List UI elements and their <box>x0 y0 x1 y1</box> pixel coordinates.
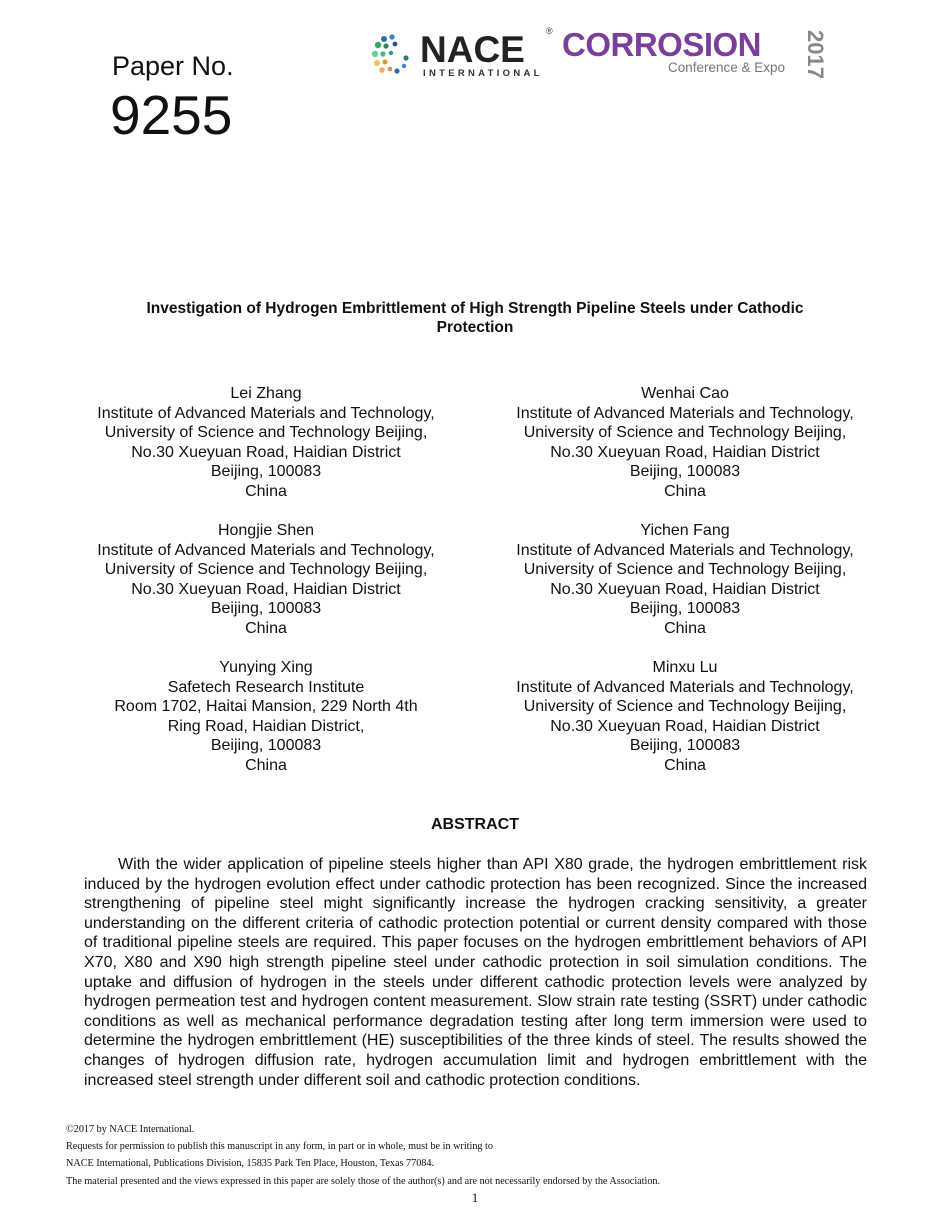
author-country: China <box>245 482 287 500</box>
corrosion-year-box <box>798 30 828 79</box>
author-address: Ring Road, Haidian District, <box>167 717 365 735</box>
author-affiliation: University of Science and Technology Beijing, <box>523 424 847 442</box>
author-address: No.30 Xueyuan Road, Haidian District <box>131 443 401 461</box>
registered-mark: ® <box>546 26 553 36</box>
nace-subtitle: INTERNATIONAL <box>423 68 543 79</box>
page-number: 1 <box>471 1190 479 1205</box>
author-name: Minxu Lu <box>652 659 718 676</box>
title-line: Investigation of Hydrogen Embrittlement of High Strength Pipeline Steels under Cathodic <box>146 300 804 317</box>
author-affiliation: Institute of Advanced Materials and Technology, <box>97 541 435 559</box>
author-affiliation: Institute of Advanced Materials and Technology, <box>516 541 854 559</box>
author-block <box>56 384 476 502</box>
corrosion-wordmark: CORROSION <box>562 26 762 63</box>
author-address: No.30 Xueyuan Road, Haidian District <box>131 580 401 598</box>
paper-number-label: Paper No. <box>112 51 234 81</box>
author-name: Yunying Xing <box>219 659 313 676</box>
author-name: Wenhai Cao <box>641 385 729 402</box>
abstract-text: With the wider application of pipeline steels higher than API X80 grade, the hydrogen embrittlement risk induced by the hydrogen evolution effect under cathodic protection has been recognized. Since the increased strengthening of pipeline steel might significantly increase the hydrogen cracking sensitivity, a greater understanding on the different criteria of cathodic protection potential or current density compared with those of traditional pipeline steels are required. This paper focuses on the hydrogen embrittlement behaviors of API X70, X80 and X90 high strength pipeline steel under cathodic protection in soil simulation conditions. The uptake and diffusion of hydrogen in the steels under different cathodic protection levels were analyzed by hydrogen permeation test and hydrogen content measurement. Slow strain rate testing (SSRT) under cathodic conditions as well as mechanical performance degradation testing after long term immersion were used to determine the hydrogen embrittlement (HE) susceptibilities of the three kinds of steel. The results showed the changes of hydrogen diffusion rate, hydrogen accumulation limit and hydrogen embrittlement with the increased steel strength under different soil and cathodic protection conditions. <box>84 856 867 1089</box>
author-block <box>475 521 895 639</box>
author-block <box>56 521 476 639</box>
author-city: Beijing, 100083 <box>210 600 322 618</box>
author-affiliation: Institute of Advanced Materials and Technology, <box>97 404 435 422</box>
author-name: Hongjie Shen <box>217 522 315 539</box>
author-address: No.30 Xueyuan Road, Haidian District <box>550 580 820 598</box>
corrosion-logo <box>562 28 832 84</box>
author-city: Beijing, 100083 <box>210 463 322 481</box>
author-affiliation: Institute of Advanced Materials and Technology, <box>516 404 854 422</box>
author-affiliation: Institute of Advanced Materials and Technology, <box>516 678 854 696</box>
author-affiliation: University of Science and Technology Beijing, <box>523 561 847 579</box>
corrosion-year: 2017 <box>803 30 828 79</box>
title-line: Protection <box>436 319 514 336</box>
address-line: NACE International, Publications Division, 15835 Park Ten Place, Houston, Texas 77084. <box>66 1158 435 1170</box>
author-country: China <box>245 619 287 637</box>
author-name: Yichen Fang <box>640 522 730 539</box>
disclaimer-line: The material presented and the views expressed in this paper are solely those of the author(s) and are not necessarily endorsed by the Association. <box>66 1175 661 1187</box>
author-country: China <box>664 482 706 500</box>
author-block <box>475 658 895 776</box>
copyright-line: ©2017 by NACE International. <box>66 1124 195 1135</box>
author-name: Lei Zhang <box>230 385 302 402</box>
copyright-footer <box>66 1121 660 1190</box>
author-city: Beijing, 100083 <box>629 463 741 481</box>
author-country: China <box>664 619 706 637</box>
author-country: China <box>245 756 287 774</box>
author-address: No.30 Xueyuan Road, Haidian District <box>550 443 820 461</box>
author-block <box>475 384 895 502</box>
paper-title <box>100 299 850 337</box>
author-affiliation: University of Science and Technology Beijing, <box>104 424 428 442</box>
permission-line: Requests for permission to publish this manuscript in any form, in part or in whole, must be in writing to <box>66 1141 493 1153</box>
nace-wordmark: NACE <box>420 29 525 70</box>
author-city: Beijing, 100083 <box>629 600 741 618</box>
abstract-heading: ABSTRACT <box>431 816 519 833</box>
nace-globe-icon <box>370 32 414 76</box>
author-affiliation: University of Science and Technology Beijing, <box>523 698 847 716</box>
author-block <box>56 658 476 776</box>
author-address: No.30 Xueyuan Road, Haidian District <box>550 717 820 735</box>
nace-logo <box>370 26 560 82</box>
paper-number: 9255 <box>110 84 233 146</box>
author-country: China <box>664 756 706 774</box>
author-city: Beijing, 100083 <box>210 737 322 755</box>
author-address: Room 1702, Haitai Mansion, 229 North 4th <box>114 698 418 716</box>
author-city: Beijing, 100083 <box>629 737 741 755</box>
author-affiliation: Safetech Research Institute <box>167 678 365 696</box>
author-affiliation: University of Science and Technology Beijing, <box>104 561 428 579</box>
corrosion-subtitle: Conference & Expo <box>668 60 786 75</box>
